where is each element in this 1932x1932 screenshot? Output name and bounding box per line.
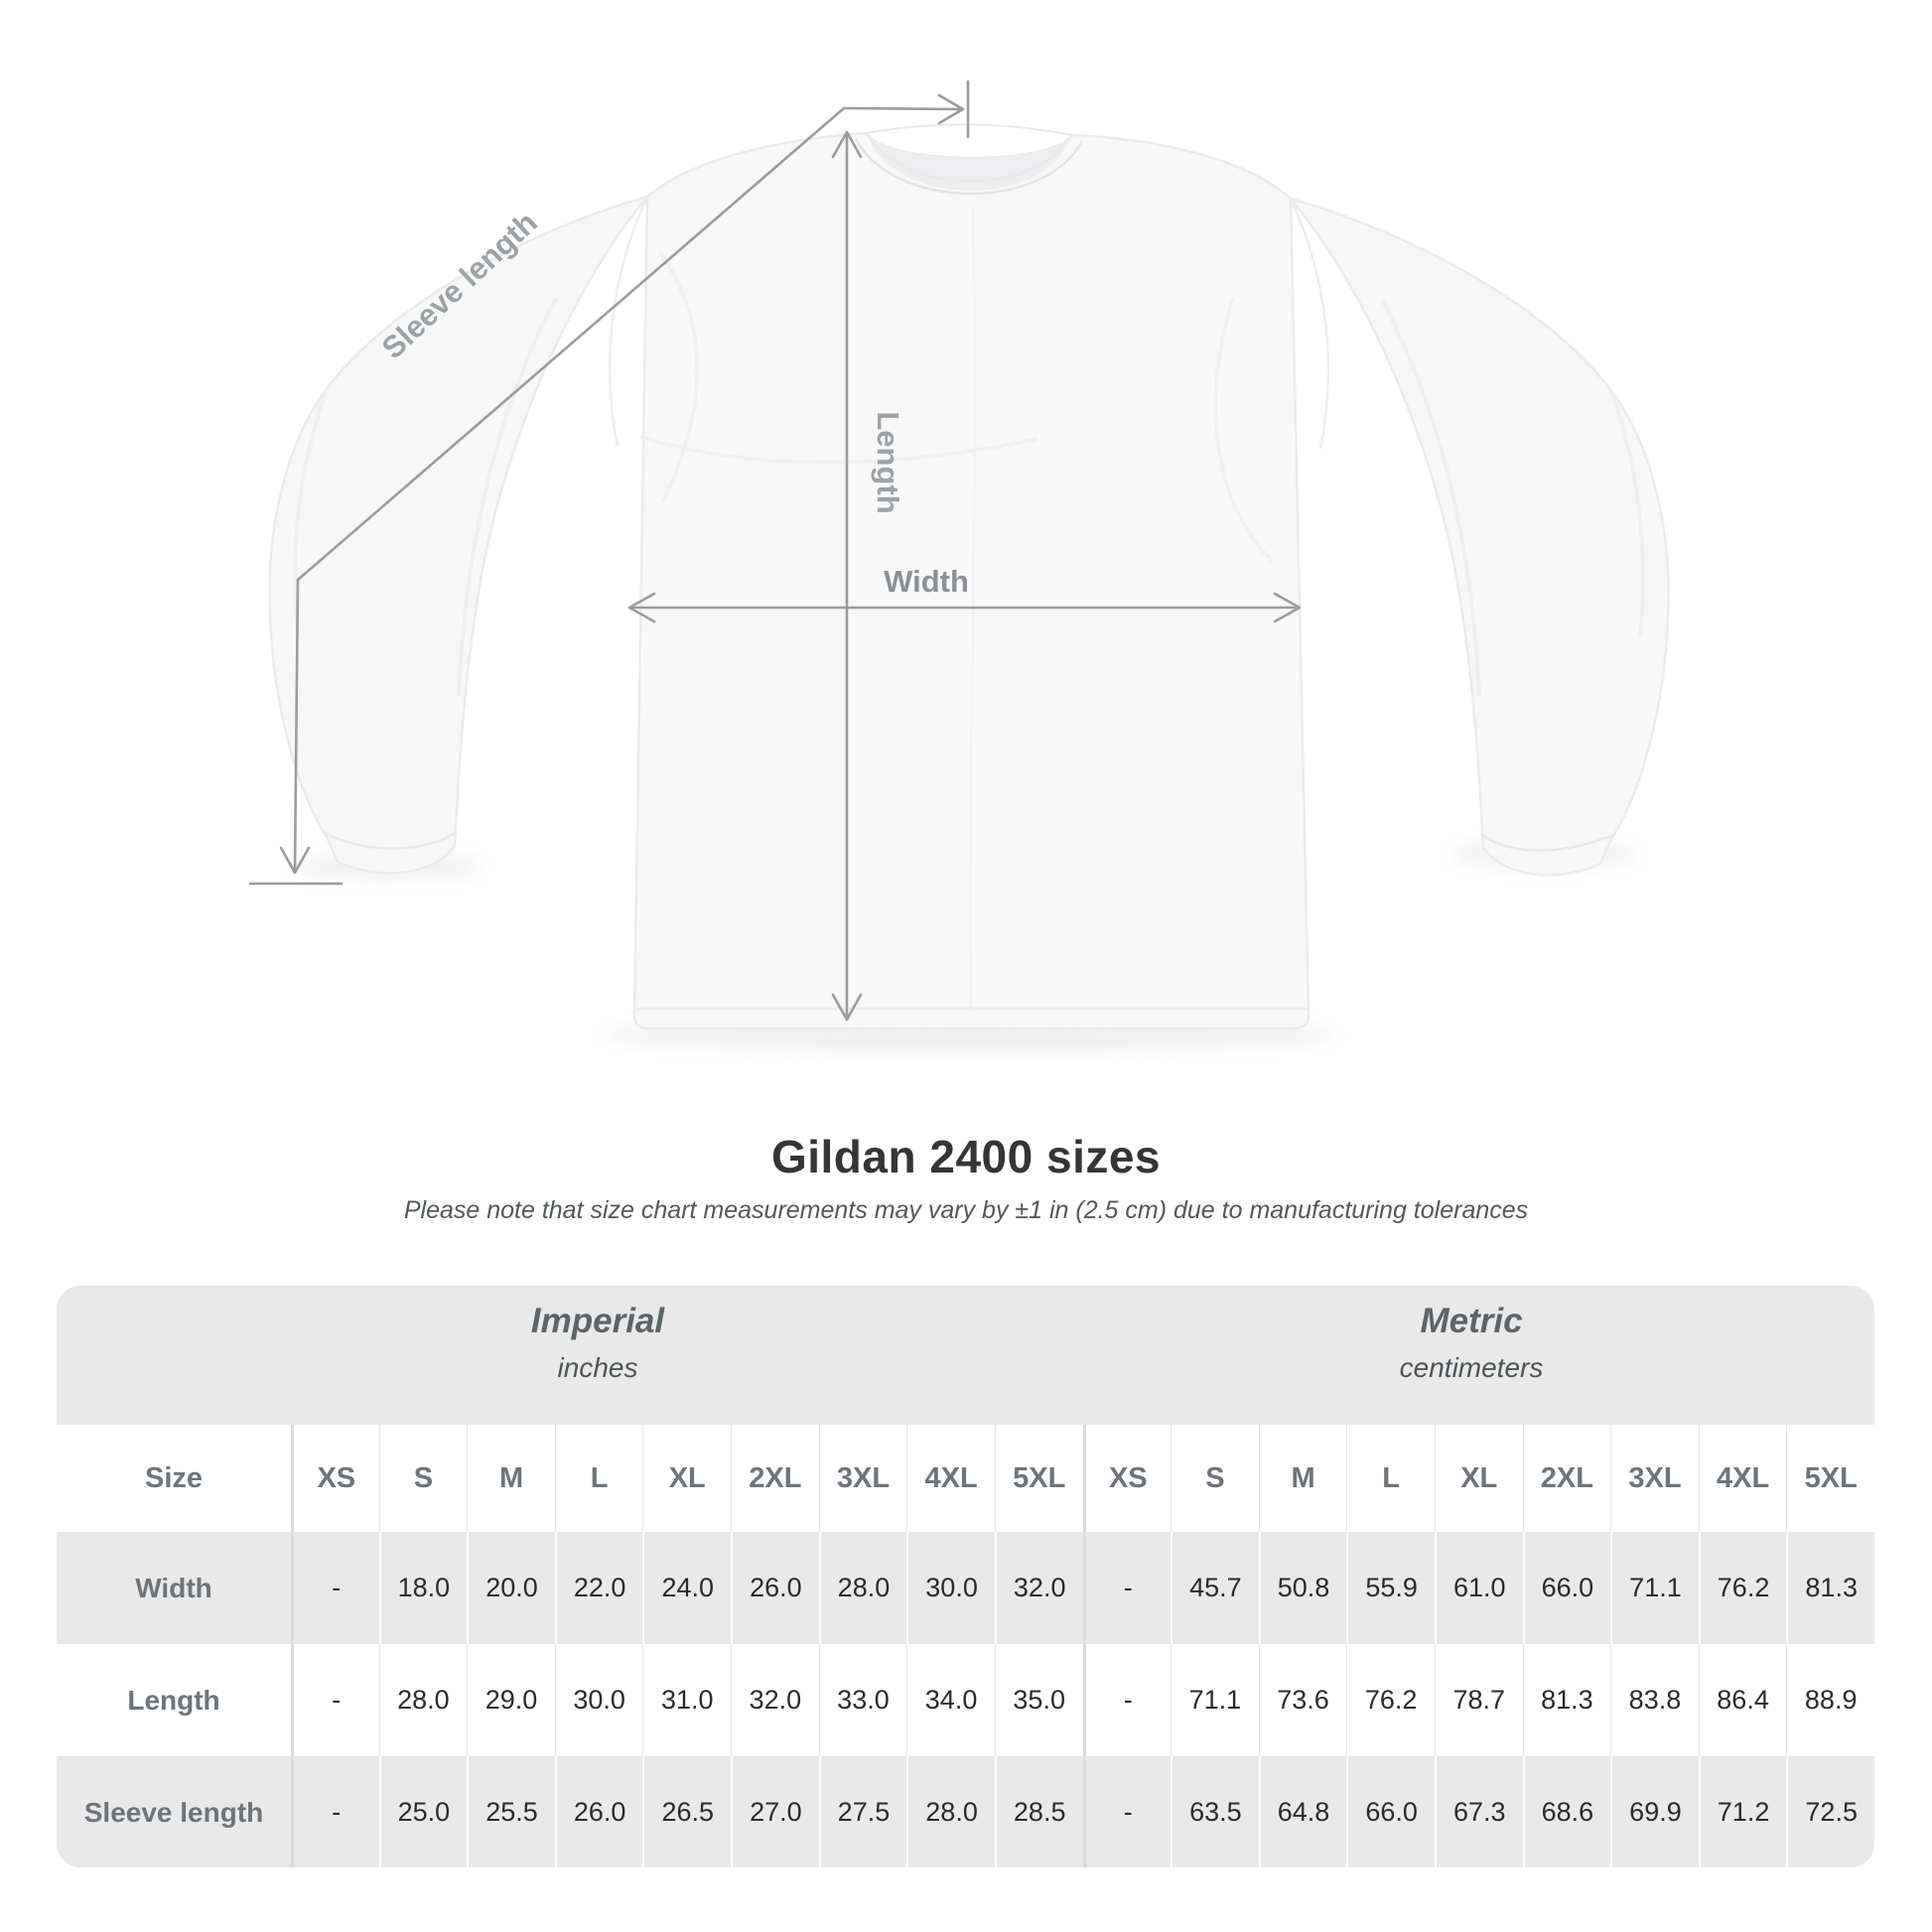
value-cell: 20.0: [467, 1532, 555, 1644]
value-cell: 68.6: [1523, 1756, 1611, 1867]
value-cell: -: [291, 1532, 379, 1644]
table-row: [57, 1756, 1874, 1867]
value-cell: 71.1: [1171, 1644, 1259, 1756]
value-cell: 55.9: [1346, 1532, 1435, 1644]
size-header-cell: S: [379, 1425, 468, 1532]
metric-unit-label: centimeters: [1399, 1352, 1544, 1383]
size-header-cell: 4XL: [1699, 1425, 1787, 1532]
value-cell: 27.0: [731, 1756, 819, 1867]
value-cell: -: [1083, 1532, 1172, 1644]
value-cell: 28.0: [379, 1644, 468, 1756]
row-label: Sleeve length: [83, 1796, 264, 1828]
size-header-cell: 5XL: [1786, 1425, 1874, 1532]
value-cell: 30.0: [555, 1644, 643, 1756]
value-cell: 28.0: [906, 1756, 995, 1867]
size-header-cell: 2XL: [731, 1425, 819, 1532]
value-cell: 45.7: [1171, 1532, 1259, 1644]
size-header-cell: M: [467, 1425, 555, 1532]
size-table-grid: [57, 1425, 1874, 1867]
value-cell: 88.9: [1786, 1644, 1874, 1756]
value-cell: 32.0: [731, 1644, 819, 1756]
value-cell: 76.2: [1699, 1532, 1787, 1644]
value-cell: 32.0: [995, 1532, 1083, 1644]
value-cell: 64.8: [1259, 1756, 1347, 1867]
value-cell: 78.7: [1435, 1644, 1523, 1756]
value-cell: -: [291, 1644, 379, 1756]
metric-header: [1400, 1302, 1544, 1383]
size-header-cell: XL: [642, 1425, 731, 1532]
value-cell: 86.4: [1699, 1644, 1787, 1756]
value-cell: 28.5: [995, 1756, 1083, 1867]
value-cell: -: [1083, 1644, 1172, 1756]
value-cell: 71.1: [1610, 1532, 1699, 1644]
shirt-body: [610, 133, 1328, 1029]
value-cell: 22.0: [555, 1532, 643, 1644]
size-header-cell: XS: [1083, 1425, 1172, 1532]
metric-label: Metric: [1420, 1302, 1523, 1340]
size-header-row: [57, 1425, 1874, 1532]
size-header-cell: 5XL: [995, 1425, 1083, 1532]
row-label: Size: [144, 1461, 204, 1494]
value-cell: 67.3: [1435, 1756, 1523, 1867]
size-header-cell: 4XL: [906, 1425, 995, 1532]
value-cell: 29.0: [467, 1644, 555, 1756]
value-cell: 63.5: [1171, 1756, 1259, 1867]
value-cell: 61.0: [1435, 1532, 1523, 1644]
value-cell: 66.0: [1523, 1532, 1611, 1644]
size-header-cell: L: [1346, 1425, 1435, 1532]
value-cell: 30.0: [906, 1532, 995, 1644]
value-cell: 18.0: [379, 1532, 468, 1644]
width-label: Width: [884, 564, 969, 599]
imperial-label: Imperial: [530, 1302, 665, 1340]
size-header-cell: XL: [1435, 1425, 1523, 1532]
value-cell: 26.5: [642, 1756, 731, 1867]
value-cell: -: [291, 1756, 379, 1867]
shirt-right-sleeve: [1291, 199, 1669, 875]
size-table: [57, 1286, 1874, 1867]
size-header-cell: 3XL: [1610, 1425, 1699, 1532]
size-header-cell: M: [1259, 1425, 1347, 1532]
value-cell: 26.0: [731, 1532, 819, 1644]
value-cell: 66.0: [1346, 1756, 1435, 1867]
length-label: Length: [871, 411, 905, 514]
value-cell: 25.5: [467, 1756, 555, 1867]
value-cell: 35.0: [995, 1644, 1083, 1756]
imperial-unit-label: inches: [557, 1352, 638, 1383]
sleeve-length-label: Sleeve length: [374, 205, 544, 366]
value-cell: 72.5: [1786, 1756, 1874, 1867]
unit-header-band: [57, 1286, 1874, 1425]
value-cell: 81.3: [1523, 1644, 1611, 1756]
value-cell: 34.0: [906, 1644, 995, 1756]
size-header-cell: 2XL: [1523, 1425, 1611, 1532]
tolerance-note: Please note that size chart measurements may vary by ±1 in (2.5 cm) due to manufacturing tolerances: [403, 1196, 1529, 1224]
table-row: [57, 1644, 1874, 1756]
size-header-cell: S: [1171, 1425, 1259, 1532]
value-cell: 25.0: [379, 1756, 468, 1867]
value-cell: 26.0: [555, 1756, 643, 1867]
imperial-header: [531, 1302, 664, 1383]
value-cell: 50.8: [1259, 1532, 1347, 1644]
value-cell: 24.0: [642, 1532, 731, 1644]
value-cell: 83.8: [1610, 1644, 1699, 1756]
value-cell: 28.0: [819, 1532, 907, 1644]
value-cell: 69.9: [1610, 1756, 1699, 1867]
size-header-cell: L: [555, 1425, 643, 1532]
value-cell: 71.2: [1699, 1756, 1787, 1867]
value-cell: 73.6: [1259, 1644, 1347, 1756]
size-header-cell: 3XL: [819, 1425, 907, 1532]
value-cell: 81.3: [1786, 1532, 1874, 1644]
value-cell: 33.0: [819, 1644, 907, 1756]
row-label: Width: [135, 1572, 212, 1603]
value-cell: 76.2: [1346, 1644, 1435, 1756]
row-label: Length: [127, 1684, 220, 1716]
value-cell: -: [1083, 1756, 1172, 1867]
value-cell: 31.0: [642, 1644, 731, 1756]
size-header-cell: XS: [291, 1425, 379, 1532]
value-cell: 27.5: [819, 1756, 907, 1867]
page-title: Gildan 2400 sizes: [770, 1131, 1162, 1182]
table-row: [57, 1532, 1874, 1644]
